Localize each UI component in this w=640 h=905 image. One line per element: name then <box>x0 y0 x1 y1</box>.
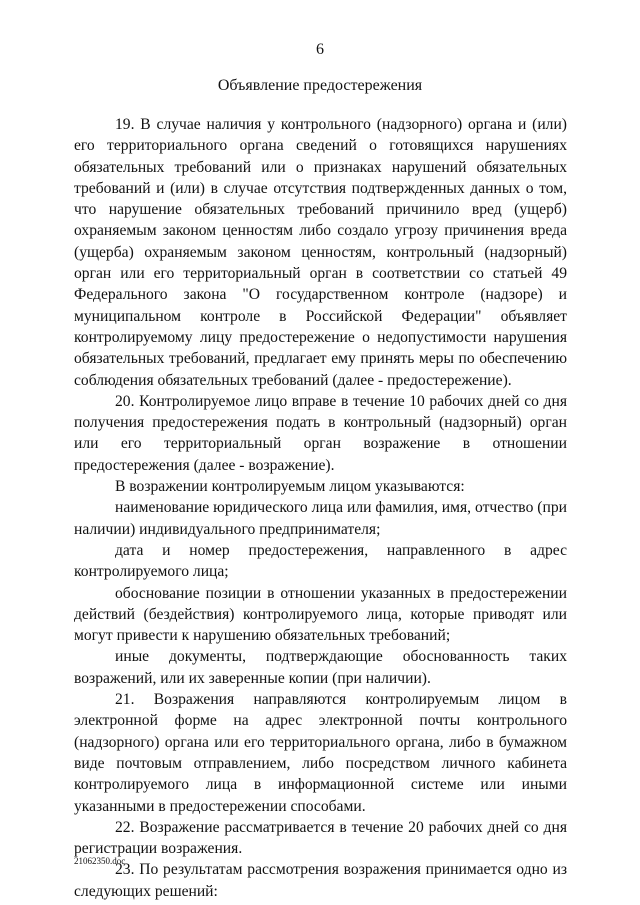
paragraph-20: 20. Контролируемое лицо вправе в течение 10 рабочих дней со дня получения предостережения подать в контрольный (надзорный) орган или его территориальный орган возражение в отношении предостережения (далее - возражение). <box>74 392 567 474</box>
page-number: 6 <box>316 41 324 58</box>
footer-filename: 21062350.doc <box>74 856 126 866</box>
paragraph-objection-item-justification: обоснование позиции в отношении указанных в предостережении действий (бездействия) контролируемого лица, которые приводят или могут привести к нарушению обязательных требований; <box>74 584 567 645</box>
paragraph-objection-item-name: наименование юридического лица или фамилия, имя, отчество (при наличии) индивидуального предпринимателя; <box>74 499 567 538</box>
paragraph-objection-item-documents: иные документы, подтверждающие обоснованность таких возражений, или их заверенные копии (при наличии). <box>74 648 567 687</box>
section-title: Объявление предостережения <box>217 77 423 94</box>
paragraph-22: 22. Возражение рассматривается в течение 20 рабочих дней со дня регистрации возражения. <box>74 818 567 858</box>
paragraph-19: 19. В случае наличия у контрольного (надзорного) органа и (или) его территориального органа сведений о готовящихся нарушениях обязательных требований или о признаках нарушений обязательных требований и (или) в случае отсутствия подтвержденных данных о том, что нарушение обязательных требований причинило вред (ущерб) охраняемым законом ценностям либо создало угрозу причинения вреда (ущерба) охраняемым законом ценностям, контрольный (надзорный) орган или его территориальный орган в соответствии со статьей 49 Федерального закона "О государственном контроле (надзоре) и муниципальном контроле в Российской Федерации" объявляет контролируемому лицу предостережение о недопустимости нарушения обязательных требований, предлагает ему принять меры по обеспечению соблюдения обязательных требований (далее - предостережение). <box>74 116 567 389</box>
paragraph-objection-item-date: дата и номер предостережения, направленного в адрес контролируемого лица; <box>74 541 567 581</box>
paragraph-objection-contents-intro: В возражении контролируемым лицом указываются: <box>115 478 465 496</box>
document-body <box>74 114 567 902</box>
paragraph-21: 21. Возражения направляются контролируемым лицом в электронной форме на адрес электронной почты контрольного (надзорного) органа или его территориального органа, либо в бумажном виде почтовым отправлением, либо посредством личного кабинета контролируемого лица в информационной системе или иными указанными в предостережении способами. <box>74 691 567 815</box>
paragraph-23: 23. По результатам рассмотрения возражения принимается одно из следующих решений: <box>74 861 567 900</box>
